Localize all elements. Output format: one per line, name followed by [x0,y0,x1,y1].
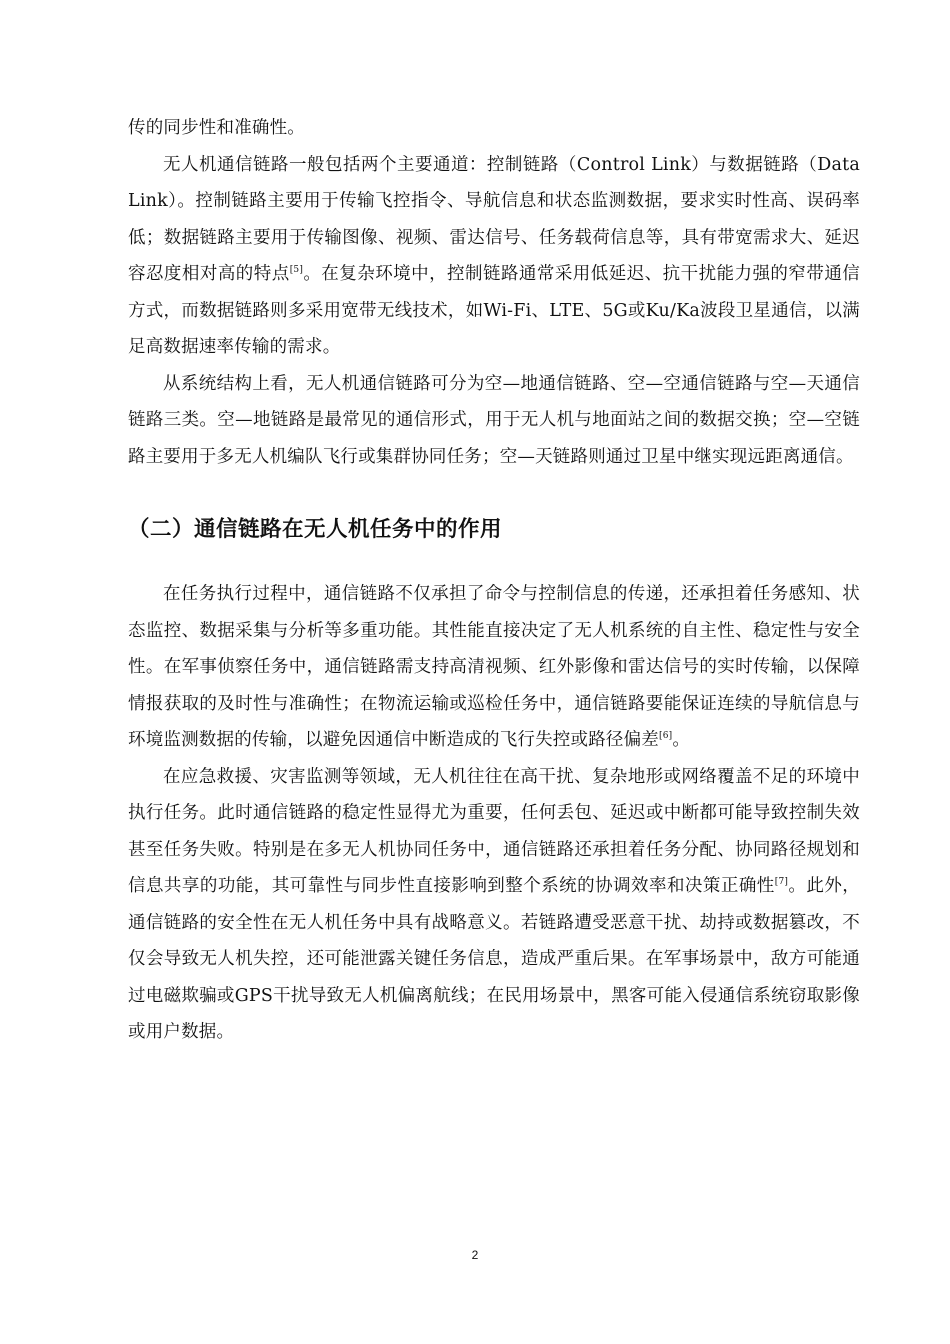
citation-ref: [7] [774,877,789,887]
paragraph-link-channels [128,147,860,366]
paragraph-text: 无人机通信链路一般包括两个主要通道：控制链路（Control Link）与数据链路（Data Link）。控制链路主要用于传输飞控指令、导航信息和状态监测数据，要求实时性高、误码率低；数据链路主要用于传输图像、视频、雷达信号、任务载荷信息等，具有带宽需求大、延迟容忍度相对高的特点 [128,154,860,284]
citation-ref: [5] [289,265,304,275]
citation-ref: [6] [659,731,673,741]
paragraph-link-structure: 从系统结构上看，无人机通信链路可分为空—地通信链路、空—空通信链路与空—天通信链路三类。空—地链路是最常见的通信形式，用于无人机与地面站之间的数据交换；空—空链路主要用于多无人机编队飞行或集群协同任务；空—天链路则通过卫星中继实现远距离通信。 [128,373,860,467]
paragraph-text: 。在复杂环境中，控制链路通常采用低延迟、抗干扰能力强的窄带通信方式，而数据链路则多采用宽带无线技术，如Wi-Fi、LTE、5G或Ku/Ka波段卫星通信，以满足高数据速率传输的需求。 [128,264,860,357]
paragraph-text: 在应急救援、灾害监测等领域，无人机往往在高干扰、复杂地形或网络覆盖不足的环境中执行任务。此时通信链路的稳定性显得尤为重要，任何丢包、延迟或中断都可能导致控制失效甚至任务失败。特别是在多无人机协同任务中，通信链路还承担着任务分配、协同路径规划和信息共享的功能，其可靠性与同步性直接影响到整个系统的协调效率和决策正确性 [128,766,860,896]
paragraph-text: 。 [672,730,691,750]
paragraph-text: 。此外，通信链路的安全性在无人机任务中具有战略意义。若链路遭受恶意干扰、劫持或数据篡改，不仅会导致无人机失控，还可能泄露关键任务信息，造成严重后果。在军事场景中，敌方可能通过电磁欺骗或GPS干扰导致无人机偏离航线；在民用场景中，黑客可能入侵通信系统窃取影像或用户数据。 [128,876,860,1042]
paragraph-emergency [128,759,860,1051]
section-heading: （二）通信链路在无人机任务中的作用 [128,517,503,542]
paragraph-text: 在任务执行过程中，通信链路不仅承担了命令与控制信息的传递，还承担着任务感知、状态监控、数据采集与分析等多重功能。其性能直接决定了无人机系统的自主性、稳定性与安全性。在军事侦察任务中，通信链路需支持高清视频、红外影像和雷达信号的实时传输，以保障情报获取的及时性与准确性；在物流运输或巡检任务中，通信链路要能保证连续的导航信息与环境监测数据的传输，以避免因通信中断造成的飞行失控或路径偏差 [128,584,860,750]
paragraph-continuation: 传的同步性和准确性。 [128,118,305,138]
paragraph-task-role [128,576,860,759]
page-body [128,110,860,1051]
page-number: 2 [471,1248,479,1262]
